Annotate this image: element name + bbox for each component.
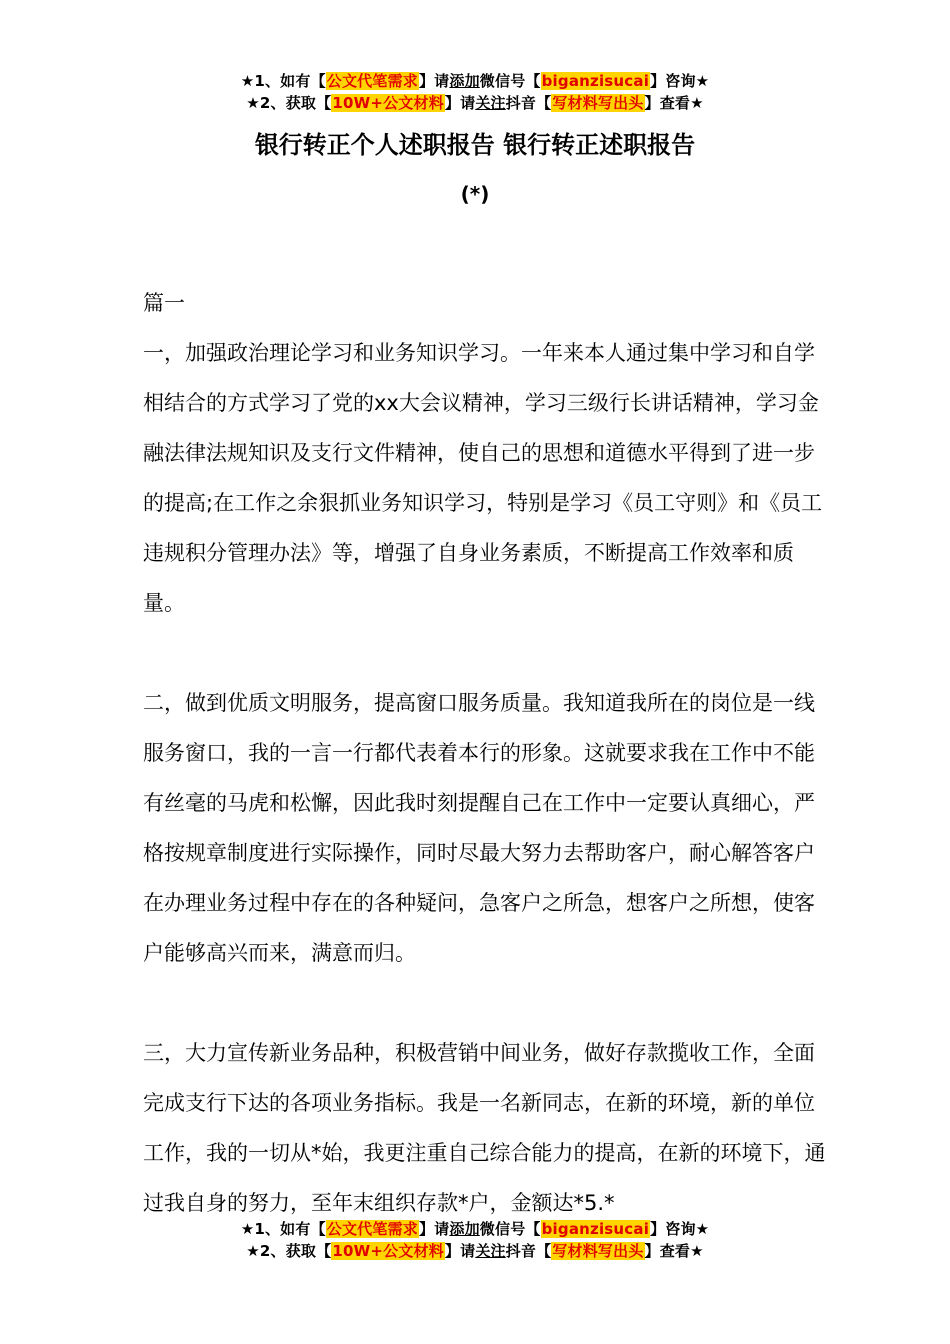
banner-line-2 xyxy=(0,92,950,114)
banner-line-1 xyxy=(0,1218,950,1240)
banner-text: ★1、如有【 xyxy=(240,72,326,90)
wechat-id: biganzisucai xyxy=(541,72,650,90)
highlight-label: 公文代笔需求 xyxy=(326,72,418,90)
footer-banner xyxy=(0,1218,950,1262)
banner-text: ★1、如有【 xyxy=(240,1220,326,1238)
document-title: 银行转正个人述职报告 银行转正述职报告 xyxy=(254,131,696,159)
underlined-text: 关注 xyxy=(475,1242,506,1260)
banner-text: 】请 xyxy=(418,72,450,90)
banner-line-2 xyxy=(0,1240,950,1262)
banner-text: 】请 xyxy=(444,1242,476,1260)
banner-text: 】查看★ xyxy=(644,94,704,112)
banner-text: 】咨询★ xyxy=(650,72,710,90)
wechat-id: biganzisucai xyxy=(541,1220,650,1238)
paragraph-1: 一，加强政治理论学习和业务知识学习。一年来本人通过集中学习和自学相结合的方式学习了党的xx大会议精神，学习三级行长讲话精神，学习金融法律法规知识及支行文件精神，使自己的思想和道德水平得到了进一步的提高;在工作之余狠抓业务知识学习，特别是学习《员工守则》和《员工违规积分管理办法》等，增强了自身业务素质，不断提高工作效率和质量。 xyxy=(143,341,823,615)
banner-text: 微信号【 xyxy=(479,1220,541,1238)
banner-line-1 xyxy=(0,70,950,92)
douyin-id: 写材料写出头 xyxy=(552,94,644,112)
highlight-label: 10W+公文材料 xyxy=(332,1242,444,1260)
document-body xyxy=(143,278,833,1228)
header-banner xyxy=(0,70,950,114)
underlined-text: 添加 xyxy=(449,1220,480,1238)
underlined-text: 关注 xyxy=(475,94,506,112)
paragraph-2: 二，做到优质文明服务，提高窗口服务质量。我知道我所在的岗位是一线服务窗口，我的一言一行都代表着本行的形象。这就要求我在工作中不能有丝毫的马虎和松懈，因此我时刻提醒自己在工作中一定要认真细心，严格按规章制度进行实际操作，同时尽最大努力去帮助客户，耐心解答客户在办理业务过程中存在的各种疑问，急客户之所急，想客户之所想，使客户能够高兴而来，满意而归。 xyxy=(143,691,815,965)
banner-text: 】请 xyxy=(444,94,476,112)
banner-text: 抖音【 xyxy=(505,1242,552,1260)
document-subtitle: (*) xyxy=(460,182,490,206)
banner-text: ★2、获取【 xyxy=(246,94,332,112)
banner-text: 】咨询★ xyxy=(650,1220,710,1238)
highlight-label: 公文代笔需求 xyxy=(326,1220,418,1238)
banner-text: 抖音【 xyxy=(505,94,552,112)
section-heading: 篇一 xyxy=(143,291,185,315)
douyin-id: 写材料写出头 xyxy=(552,1242,644,1260)
banner-text: 微信号【 xyxy=(479,72,541,90)
banner-text: 】请 xyxy=(418,1220,450,1238)
underlined-text: 添加 xyxy=(449,72,480,90)
paragraph-3: 三，大力宣传新业务品种，积极营销中间业务，做好存款揽收工作，全面完成支行下达的各项业务指标。我是一名新同志，在新的环境，新的单位工作，我的一切从*始，我更注重自己综合能力的提高，在新的环境下，通过我自身的努力，至年末组织存款*户，金额达*5.* xyxy=(143,1041,826,1215)
banner-text: 】查看★ xyxy=(644,1242,704,1260)
highlight-label: 10W+公文材料 xyxy=(332,94,444,112)
banner-text: ★2、获取【 xyxy=(246,1242,332,1260)
